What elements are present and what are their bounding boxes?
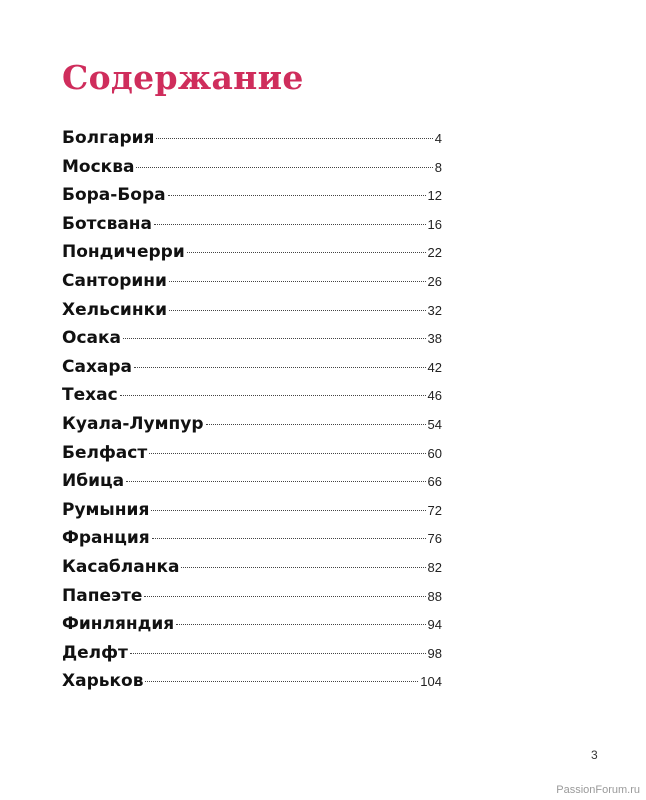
dot-leader: [151, 510, 425, 511]
toc-entry-page: 104: [420, 674, 442, 690]
dot-leader: [126, 481, 425, 482]
toc-entry: [62, 214, 442, 243]
toc-entry: [62, 414, 442, 443]
toc-entry: [62, 157, 442, 186]
toc-entry: [62, 500, 442, 529]
dot-leader: [187, 252, 426, 253]
toc-entry-page: 54: [427, 416, 442, 432]
toc-entry-page: 82: [427, 559, 442, 575]
toc-entry: [62, 328, 442, 357]
toc-entry-title: Белфаст: [62, 442, 148, 463]
dot-leader: [145, 681, 418, 682]
dot-leader: [149, 453, 425, 454]
toc-entry: [62, 185, 442, 214]
toc-entry: [62, 557, 442, 586]
toc-entry: [62, 443, 442, 472]
dot-leader: [156, 138, 432, 139]
toc-entry-page: 72: [427, 502, 442, 518]
toc-entry-title: Москва: [62, 156, 135, 177]
toc-entry-title: Хельсинки: [62, 299, 168, 320]
toc-entry-title: Финляндия: [62, 614, 175, 635]
toc-entry-page: 32: [427, 302, 442, 318]
toc-entry-title: Осака: [62, 328, 122, 349]
toc-entry-page: 88: [427, 588, 442, 604]
toc-entry-title: Санторини: [62, 270, 167, 291]
toc-entry-page: 94: [427, 617, 442, 633]
dot-leader: [134, 367, 426, 368]
toc-entry-title: Делфт: [62, 642, 128, 663]
toc-entry-page: 26: [427, 273, 442, 289]
table-of-contents: [62, 128, 442, 700]
toc-entry-title: Куала-Лумпур: [62, 413, 204, 434]
dot-leader: [136, 167, 432, 168]
dot-leader: [169, 281, 426, 282]
toc-entry: [62, 271, 442, 300]
toc-entry-page: 12: [427, 188, 442, 204]
toc-entry-title: Болгария: [62, 128, 155, 148]
toc-entry-title: Касабланка: [62, 556, 180, 577]
toc-entry-page: 98: [427, 645, 442, 661]
toc-entry-title: Папеэте: [62, 585, 143, 606]
dot-leader: [181, 567, 425, 568]
toc-entry-title: Харьков: [62, 671, 144, 692]
toc-entry: [62, 614, 442, 643]
dot-leader: [168, 195, 426, 196]
dot-leader: [206, 424, 426, 425]
toc-entry-title: Румыния: [62, 499, 150, 520]
toc-entry-title: Франция: [62, 528, 150, 549]
dot-leader: [123, 338, 426, 339]
toc-entry-page: 60: [427, 445, 442, 461]
dot-leader: [144, 596, 425, 597]
toc-entry-title: Ибица: [62, 471, 125, 492]
toc-entry: [62, 128, 442, 157]
toc-entry-page: 8: [434, 159, 442, 175]
watermark: PassionForum.ru: [556, 784, 640, 796]
toc-entry: [62, 300, 442, 329]
toc-entry: [62, 586, 442, 615]
toc-entry-page: 4: [434, 131, 442, 146]
dot-leader: [120, 395, 426, 396]
toc-entry-page: 16: [427, 216, 442, 232]
toc-entry-page: 46: [427, 388, 442, 404]
toc-entry-title: Сахара: [62, 356, 133, 377]
page-number: 3: [591, 748, 598, 762]
toc-entry-title: Ботсвана: [62, 213, 153, 234]
toc-entry: [62, 471, 442, 500]
toc-entry-title: Техас: [62, 385, 118, 406]
toc-entry: [62, 242, 442, 271]
toc-entry-title: Пондичерри: [62, 242, 185, 263]
toc-entry: [62, 357, 442, 386]
page-title: Содержание: [62, 58, 304, 97]
dot-leader: [154, 224, 426, 225]
toc-entry: [62, 528, 442, 557]
dot-leader: [152, 538, 426, 539]
toc-entry: [62, 385, 442, 414]
toc-entry-title: Бора-Бора: [62, 185, 166, 206]
toc-entry-page: 22: [427, 245, 442, 261]
toc-entry-page: 76: [427, 531, 442, 547]
dot-leader: [176, 624, 425, 625]
toc-entry-page: 66: [427, 474, 442, 490]
toc-entry-page: 42: [427, 359, 442, 375]
toc-entry: [62, 671, 442, 700]
dot-leader: [169, 310, 426, 311]
toc-entry: [62, 643, 442, 672]
dot-leader: [130, 653, 426, 654]
toc-entry-page: 38: [427, 331, 442, 347]
